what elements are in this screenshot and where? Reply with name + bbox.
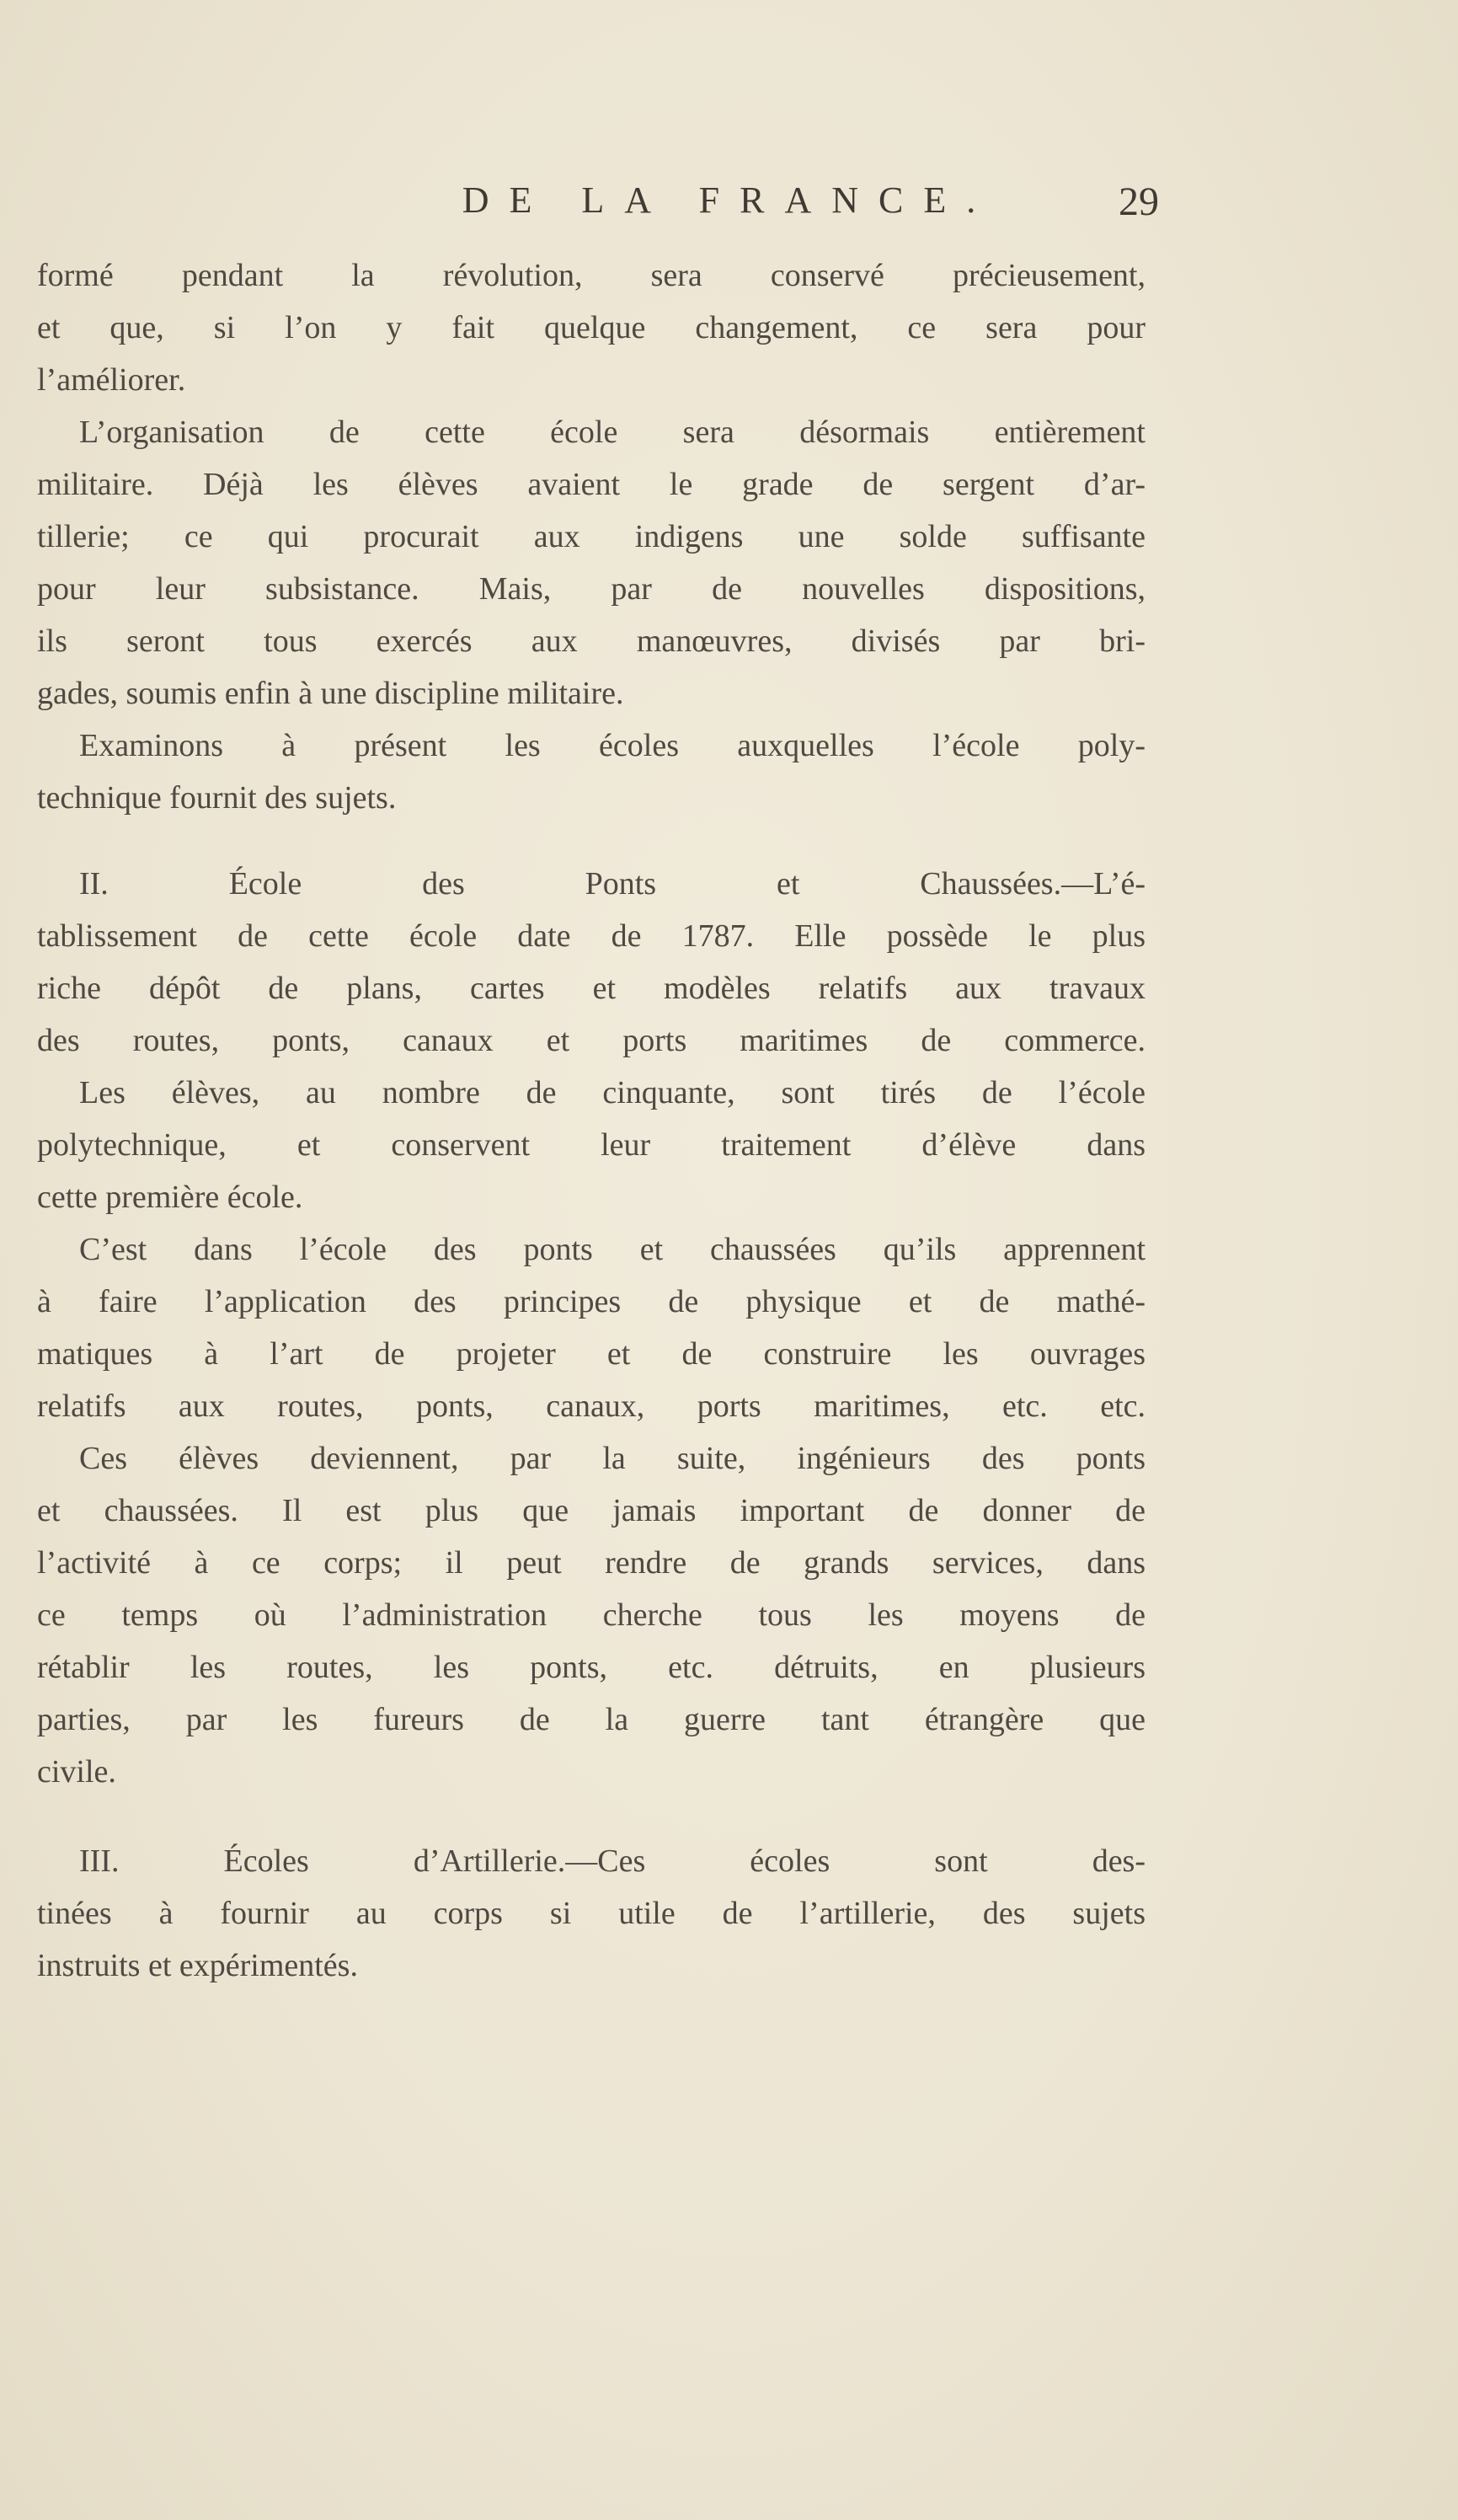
running-head — [0, 179, 1458, 229]
text-line: et que, si l’on y fait quelque changement, ce sera pour — [37, 310, 1146, 345]
text-line: L’organisation de cette école sera désormais entièrement — [79, 415, 1146, 450]
section-heading-ponts-et-chaussees: II. École des Ponts et Chaussées.—L’é- — [79, 866, 1146, 902]
text-line: polytechnique, et conservent leur traitement d’élève dans — [37, 1127, 1146, 1163]
text-line: relatifs aux routes, ponts, canaux, ports maritimes, etc. etc. — [37, 1388, 1146, 1424]
text-line: ils seront tous exercés aux manœuvres, divisés par bri- — [37, 623, 1146, 659]
text-line: Ces élèves deviennent, par la suite, ingénieurs des ponts — [79, 1441, 1146, 1476]
text-line: civile. — [37, 1754, 116, 1790]
text-line: l’améliorer. — [37, 362, 186, 398]
text-line: ce temps où l’administration cherche tous les moyens de — [37, 1597, 1146, 1633]
text-line: Examinons à présent les écoles auxquelles l’école poly- — [79, 728, 1146, 763]
page-number: 29 — [1119, 179, 1159, 224]
text-line: tinées à fournir au corps si utile de l’artillerie, des sujets — [37, 1896, 1146, 1931]
section-heading-ecoles-artillerie: III. Écoles d’Artillerie.—Ces écoles sont des- — [79, 1843, 1146, 1879]
text-line: des routes, ponts, canaux et ports maritimes de commerce. — [37, 1023, 1146, 1058]
text-line: parties, par les fureurs de la guerre tant étrangère que — [37, 1702, 1146, 1737]
text-line: C’est dans l’école des ponts et chaussées qu’ils apprennent — [79, 1232, 1146, 1267]
text-line: l’activité à ce corps; il peut rendre de grands services, dans — [37, 1545, 1146, 1581]
text-line: instruits et expérimentés. — [37, 1948, 358, 1983]
text-line: et chaussées. Il est plus que jamais important de donner de — [37, 1493, 1146, 1528]
running-title: DE LA FRANCE. — [462, 179, 996, 221]
text-line: à faire l’application des principes de physique et de mathé- — [37, 1284, 1146, 1319]
text-line: tillerie; ce qui procurait aux indigens une solde suffisante — [37, 519, 1146, 554]
text-line: Les élèves, au nombre de cinquante, sont tirés de l’école — [79, 1075, 1146, 1110]
text-line: formé pendant la révolution, sera conservé précieusement, — [37, 258, 1146, 293]
text-line: technique fournit des sujets. — [37, 780, 397, 816]
text-line: gades, soumis enfin à une discipline militaire. — [37, 676, 624, 711]
text-line: tablissement de cette école date de 1787. Elle possède le plus — [37, 918, 1146, 954]
text-line: militaire. Déjà les élèves avaient le grade de sergent d’ar- — [37, 467, 1146, 502]
text-line: rétablir les routes, les ponts, etc. détruits, en plusieurs — [37, 1650, 1146, 1685]
text-line: pour leur subsistance. Mais, par de nouvelles dispositions, — [37, 571, 1146, 607]
body-text — [37, 249, 1146, 1992]
text-line: cette première école. — [37, 1180, 303, 1215]
text-line: matiques à l’art de projeter et de construire les ouvrages — [37, 1336, 1146, 1372]
text-line: riche dépôt de plans, cartes et modèles relatifs aux travaux — [37, 971, 1146, 1006]
